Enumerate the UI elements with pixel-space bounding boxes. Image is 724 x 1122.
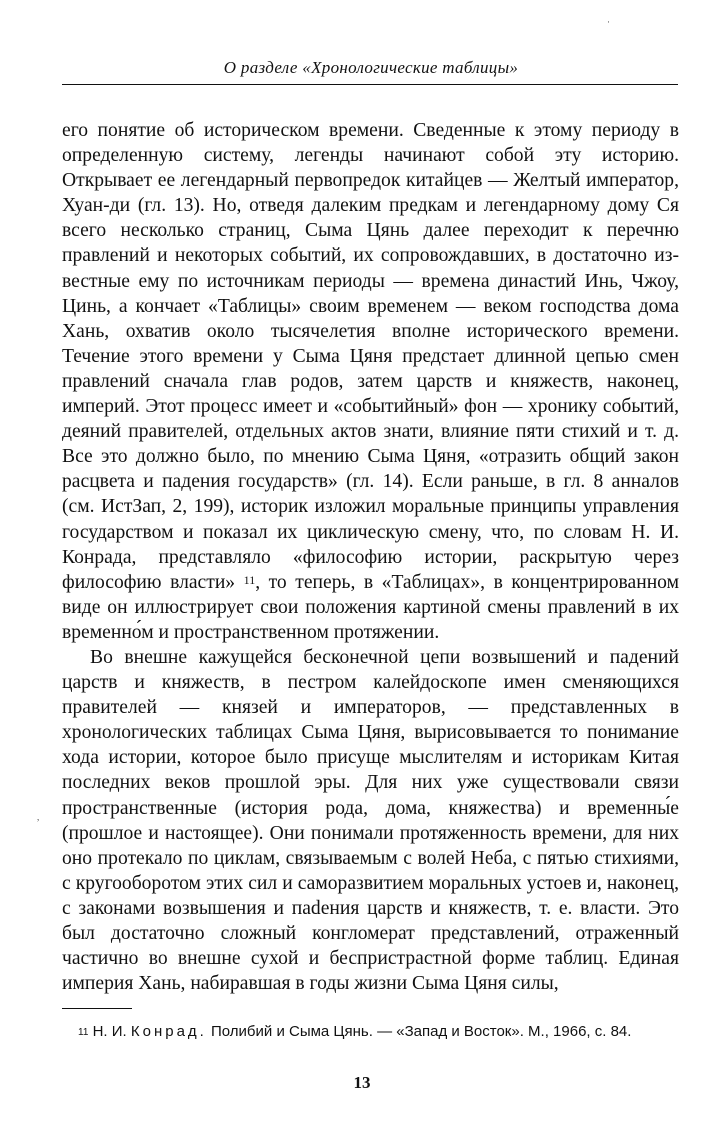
running-header: О разделе «Хронологические таблицы» <box>223 58 519 77</box>
footnote-author-surname: Конрад. <box>130 1023 207 1040</box>
scan-speck: , <box>37 812 40 822</box>
paragraph-text: , то теперь, в «Таблицах», в концентрированном виде он иллюстрирует свои положения картиной смены правлений в их временно́м и пространственном протяжении. <box>62 571 679 643</box>
footnote-author-initials: Н. И. <box>92 1023 127 1040</box>
main-text <box>62 118 679 996</box>
footnote <box>62 1021 679 1043</box>
footnote-rule <box>62 1008 132 1009</box>
footnote-number: 11 <box>78 1027 89 1038</box>
footnote-reference[interactable]: 11 <box>243 572 256 587</box>
header-rule <box>62 84 678 85</box>
scan-speck: · <box>607 17 610 27</box>
paragraph <box>62 118 679 645</box>
paragraph: Во внешне кажущейся бесконечной цепи возвышений и падений царств и княжеств, в пестром калейдоскопе имен сменяющихся правителей — князей и императоров, — представленных в хронологических таблицах Сыма Цяня, вырисовывается то понимание хода истории, которое было присуще мыслителям и историкам Китая последних веков прошлой эры. Для них уже существовали связи пространственные (история рода, дома, княжества) и временны́е (прошлое и настоящее). Они понимали протяженность времени, для них оно протекало по циклам, связываемым с волей Неба, с пятью стихиями, с кругооборотом этих сил и саморазвитием моральных устоев и, наконец, с законами возвышения и паdения царств и княжеств, т. е. власти. Это был достаточно сложный конгломерат представлений, отраженный частично во внешне сухой и беспристрастной форме таблиц. Единая империя Хань, набиравшая в годы жизни Сыма Цяня силы, <box>62 646 679 995</box>
page-number: 13 <box>353 1073 371 1092</box>
paragraph-text: его понятие об историческом времени. Сведенные к этому периоду в определенную систему, легенды начинают собой эту историю. Открывает ее легендарный первопредок китайцев — Желтый император, Хуан-ди (гл. 13). Но, отведя далеким предкам и легендарному дому Ся всего несколько страниц, Сыма Цянь далее переходит к перечню правлений и некоторых событий, их сопровождавших, в достаточно известные ему по источникам периоды — времена династий Инь, Чжоу, Цинь, а кончает «Таблицы» своим временем — веком господства дома Хань, охватив около тысячелетия вполне исторического времени. Течение этого времени у Сыма Цяня предстает длинной цепью смен правлений сначала глав родов, затем царств и княжеств, наконец, империй. Этот процесс имеет и «событийный» фон — хронику событий, деяний правителей, отдельных актов знати, влияние пяти стихий и т. д. Все это должно было, по мнению Сыма Цяня, «отразить общий закон расцвета и падения государств» (гл. 14). Если раньше, в гл. 8 анналов (см. ИстЗап, 2, 199), историк изложил моральные принципы управления государством и показал их циклическую смену, что, по словам Н. И. Конрада, представляло «философию истории, раскрытую через философию власти» <box>62 120 679 593</box>
footnote-text: Полибий и Сыма Цянь. — «Запад и Восток». М., 1966, с. 84. <box>211 1023 632 1040</box>
